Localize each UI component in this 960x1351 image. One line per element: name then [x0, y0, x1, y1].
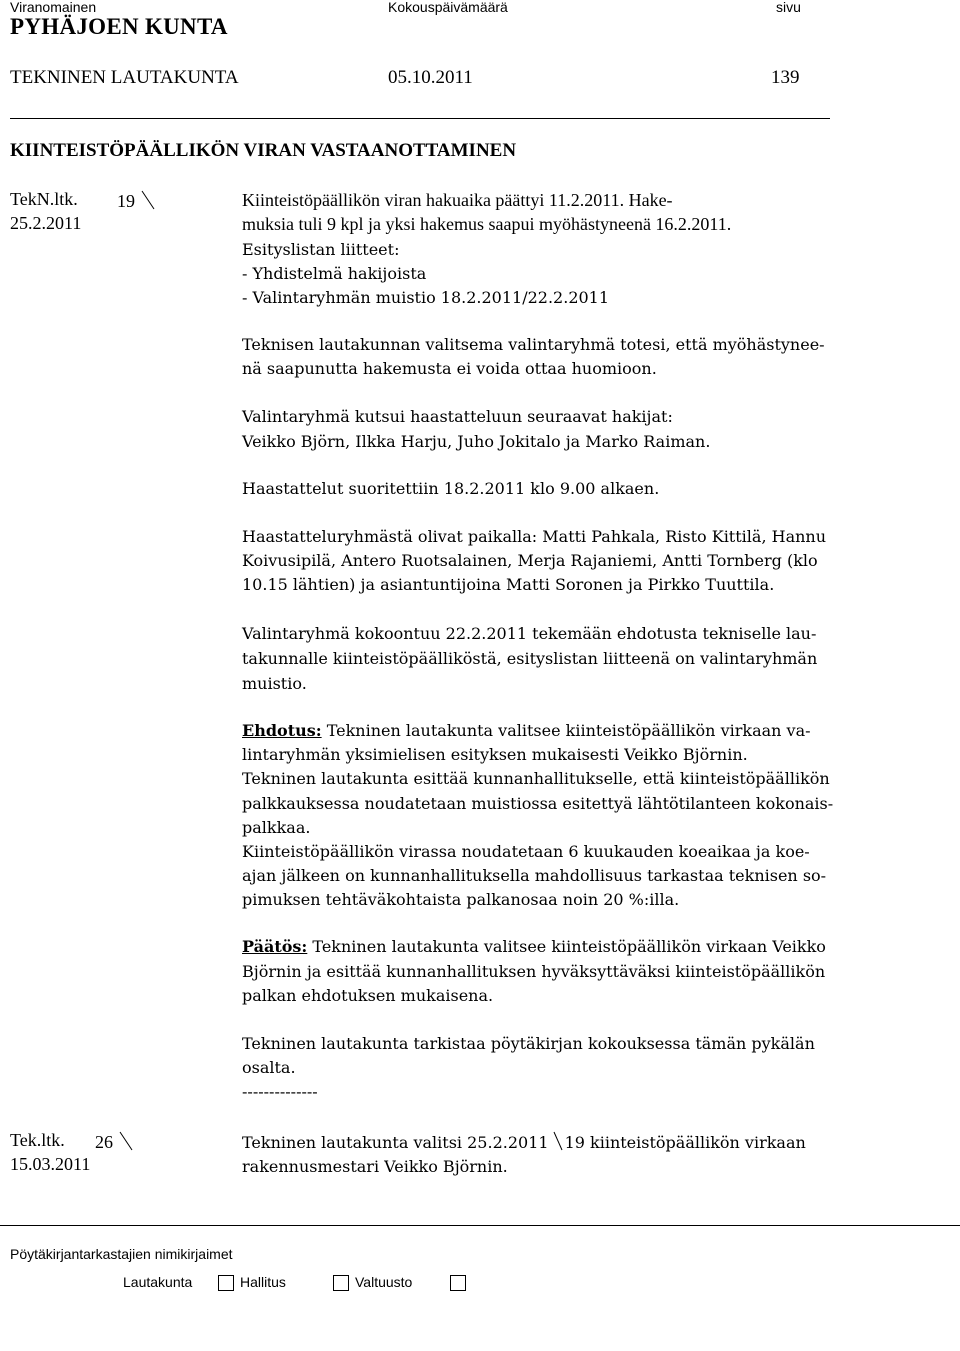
proposal-line: Kiinteistöpäällikön virassa noudatetaan 6 kuukauden koeaikaa ja koe-	[242, 842, 810, 862]
paragraph-line: Valintaryhmä kokoontuu 22.2.2011 tekemään ehdotusta tekniselle lau-	[242, 624, 817, 643]
ref1-section-number: 19	[117, 191, 135, 211]
proposal-paragraph	[242, 719, 842, 913]
attachment-item: - Valintaryhmän muistio 18.2.2011/22.2.2011	[242, 288, 610, 308]
followup-line	[242, 1130, 842, 1155]
decision-text: Tekninen lautakunta valitsee kiinteistöpäällikön virkaan Veikko	[307, 937, 826, 956]
section-sign-icon	[553, 1130, 563, 1152]
separator-dashes: --------------	[242, 1082, 318, 1101]
followup-text-b: 19 kiinteistöpäällikön virkaan	[564, 1133, 806, 1152]
section-sign-icon	[141, 189, 155, 211]
footer-signatures-label: Pöytäkirjantarkastajien nimikirjaimet	[10, 1246, 233, 1262]
proposal-text: Tekninen lautakunta valitsee kiinteistöpäällikön virkaan va-	[321, 721, 811, 740]
proposal-line: palkkaa.	[242, 817, 311, 837]
proposal-line: lintaryhmän yksimielisen esityksen mukaisesti Veikko Björnin.	[242, 745, 748, 765]
followup-line: rakennusmestari Veikko Björnin.	[242, 1157, 508, 1176]
ref2-section	[95, 1130, 133, 1153]
paragraph-line: nä saapunutta hakemusta ei voida ottaa huomioon.	[242, 358, 657, 378]
followup-paragraph	[242, 1130, 842, 1179]
decision-first-line	[242, 935, 842, 960]
followup-text-a: Tekninen lautakunta valitsi 25.2.2011	[242, 1133, 549, 1152]
page-number: 139	[771, 67, 800, 88]
paragraph-line: Veikko Björn, Ilkka Harju, Juho Jokitalo ja Marko Raiman.	[242, 432, 711, 451]
committee-name: TEKNINEN LAUTAKUNTA	[10, 67, 239, 88]
paragraph-line: muistio.	[242, 674, 307, 693]
footer-label-council: Valtuusto	[355, 1274, 413, 1290]
ref2-date: 15.03.2011	[10, 1154, 91, 1174]
paragraph-review	[242, 1032, 842, 1104]
paragraph-interviews	[242, 477, 842, 501]
paragraph-late-application	[242, 333, 842, 380]
ref2-body: Tek.ltk.	[10, 1130, 65, 1150]
footer-box-board	[333, 1275, 349, 1291]
intro-line: muksia tuli 9 kpl ja yksi hakemus saapui myöhästyneenä 16.2.2011.	[242, 213, 732, 234]
attachments-heading: Esityslistan liitteet:	[242, 240, 400, 259]
paragraph-line: 10.15 lähtien) ja asiantuntijoina Matti Soronen ja Pirkko Tuuttila.	[242, 575, 775, 594]
paragraph-line: takunnalle kiinteistöpäälliköstä, esityslistan liitteenä on valintaryhmän	[242, 649, 818, 668]
footer-box-council	[450, 1275, 466, 1291]
footer-label-board: Hallitus	[240, 1274, 286, 1290]
header-divider	[10, 118, 830, 119]
paragraph-line: Tekninen lautakunta tarkistaa pöytäkirjan kokouksessa tämän pykälän	[242, 1034, 815, 1053]
decision-line: palkan ehdotuksen mukaisena.	[242, 986, 494, 1005]
section-sign-icon	[119, 1130, 133, 1152]
proposal-first-line	[242, 719, 842, 743]
proposal-line: palkkauksessa noudatetaan muistiossa esitettyä lähtötilanteen kokonais-	[242, 793, 834, 813]
header-page-label: sivu	[776, 0, 801, 15]
proposal-line: pimuksen tehtäväkohtaista palkanosaa noin 20 %:illa.	[242, 890, 680, 910]
decision-label: Päätös:	[242, 937, 308, 956]
paragraph-line: osalta.	[242, 1058, 296, 1077]
footer-label-committee: Lautakunta	[123, 1274, 193, 1290]
ref2-section-number: 26	[95, 1132, 113, 1152]
meeting-date: 05.10.2011	[388, 67, 473, 88]
proposal-line: Tekninen lautakunta esittää kunnanhallitukselle, että kiinteistöpäällikön	[242, 769, 830, 789]
footer-box-committee	[218, 1275, 234, 1291]
paragraph-line: Koivusipilä, Antero Ruotsalainen, Merja Rajaniemi, Antti Tornberg (klo	[242, 551, 818, 570]
paragraph-interview-group	[242, 525, 842, 597]
proposal-label: Ehdotus:	[242, 721, 322, 740]
header-meeting-date-label: Kokouspäivämäärä	[388, 0, 508, 15]
attachment-item: - Yhdistelmä hakijoista	[242, 264, 427, 284]
paragraph-line: Teknisen lautakunnan valitsema valintaryhmä totesi, että myöhästynee-	[242, 335, 825, 354]
header-authority-label: Viranomainen	[10, 0, 97, 15]
ref1-date: 25.2.2011	[10, 213, 82, 233]
attachments-list	[242, 238, 842, 311]
paragraph-line: Valintaryhmä kutsui haastatteluun seuraavat hakijat:	[242, 407, 673, 426]
paragraph-selection-group	[242, 621, 842, 696]
footer-divider	[0, 1225, 960, 1226]
intro-line: Kiinteistöpäällikön viran hakuaika päättyi 11.2.2011. Hake-	[242, 190, 673, 210]
proposal-line: ajan jälkeen on kunnanhallituksella mahdollisuus tarkastaa teknisen so-	[242, 866, 827, 886]
organization-name: PYHÄJOEN KUNTA	[10, 14, 228, 39]
decision-paragraph	[242, 935, 842, 1009]
paragraph-line: Haastattelut suoritettiin 18.2.2011 klo 9.00 alkaen.	[242, 479, 660, 498]
intro-paragraph	[242, 189, 842, 237]
paragraph-invited	[242, 404, 842, 454]
section-title: KIINTEISTÖPÄÄLLIKÖN VIRAN VASTAANOTTAMINEN	[10, 140, 517, 161]
paragraph-line: Haastatteluryhmästä olivat paikalla: Matti Pahkala, Risto Kittilä, Hannu	[242, 527, 827, 546]
decision-line: Björnin ja esittää kunnanhallituksen hyväksyttäväksi kiinteistöpäällikön	[242, 961, 826, 981]
ref1-body: TekN.ltk.	[10, 189, 78, 209]
ref1-section	[117, 189, 155, 212]
